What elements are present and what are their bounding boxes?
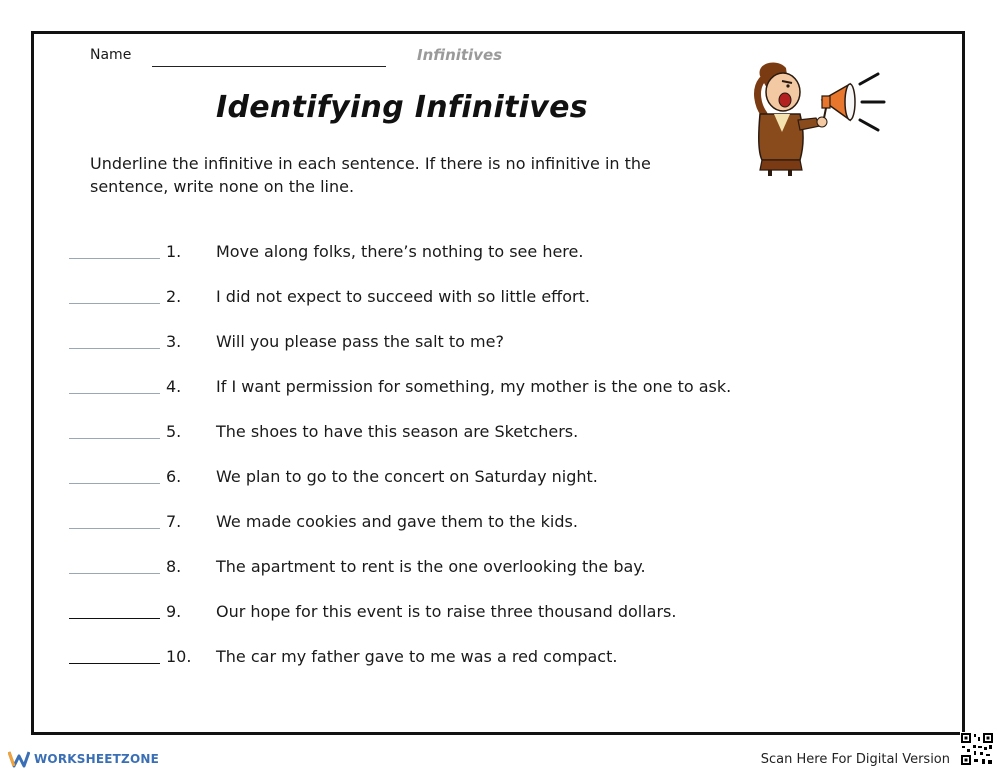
question-row	[0, 601, 1000, 625]
question-row	[0, 556, 1000, 580]
question-row	[0, 331, 1000, 355]
question-number: 9.	[166, 602, 182, 621]
page-title: Identifying Infinitives	[216, 90, 588, 125]
instructions: Underline the infinitive in each sentence. If there is no infinitive in the sentence, write none on the line.	[90, 154, 651, 196]
question-text: We plan to go to the concert on Saturday night.	[216, 467, 598, 486]
brand-logo[interactable]	[8, 749, 159, 769]
question-text: Move along folks, there’s nothing to see here.	[216, 242, 584, 261]
question-row	[0, 241, 1000, 265]
answer-blank[interactable]	[69, 663, 160, 664]
qr-code-icon[interactable]	[960, 732, 994, 766]
question-text: If I want permission for something, my mother is the one to ask.	[216, 377, 732, 396]
answer-blank[interactable]	[69, 303, 160, 304]
question-text: Will you please pass the salt to me?	[216, 332, 504, 351]
brand-name: WORKSHEETZONE	[34, 752, 159, 766]
megaphone-person-illustration	[738, 56, 888, 178]
question-text: I did not expect to succeed with so little effort.	[216, 287, 590, 306]
question-text: We made cookies and gave them to the kids.	[216, 512, 578, 531]
question-row	[0, 646, 1000, 670]
answer-blank[interactable]	[69, 438, 160, 439]
question-number: 2.	[166, 287, 182, 306]
question-row	[0, 376, 1000, 400]
answer-blank[interactable]	[69, 618, 160, 619]
question-row	[0, 286, 1000, 310]
question-number: 3.	[166, 332, 182, 351]
question-row	[0, 511, 1000, 535]
answer-blank[interactable]	[69, 483, 160, 484]
question-row	[0, 421, 1000, 445]
question-number: 1.	[166, 242, 182, 261]
answer-blank[interactable]	[69, 393, 160, 394]
question-number: 8.	[166, 557, 182, 576]
question-number: 4.	[166, 377, 182, 396]
name-field-line[interactable]	[152, 66, 386, 67]
question-number: 5.	[166, 422, 182, 441]
question-number: 7.	[166, 512, 182, 531]
topic-label: Infinitives	[417, 46, 503, 64]
question-number: 10.	[166, 647, 192, 666]
question-number: 6.	[166, 467, 182, 486]
answer-blank[interactable]	[69, 348, 160, 349]
answer-blank[interactable]	[69, 528, 160, 529]
question-text: Our hope for this event is to raise three thousand dollars.	[216, 602, 677, 621]
question-text: The shoes to have this season are Sketchers.	[216, 422, 579, 441]
answer-blank[interactable]	[69, 573, 160, 574]
question-row	[0, 466, 1000, 490]
worksheetzone-logo-icon	[8, 750, 30, 768]
scan-caption: Scan Here For Digital Version	[760, 752, 950, 767]
name-label: Name	[90, 47, 132, 63]
question-text: The apartment to rent is the one overlooking the bay.	[216, 557, 646, 576]
answer-blank[interactable]	[69, 258, 160, 259]
question-text: The car my father gave to me was a red compact.	[216, 647, 618, 666]
